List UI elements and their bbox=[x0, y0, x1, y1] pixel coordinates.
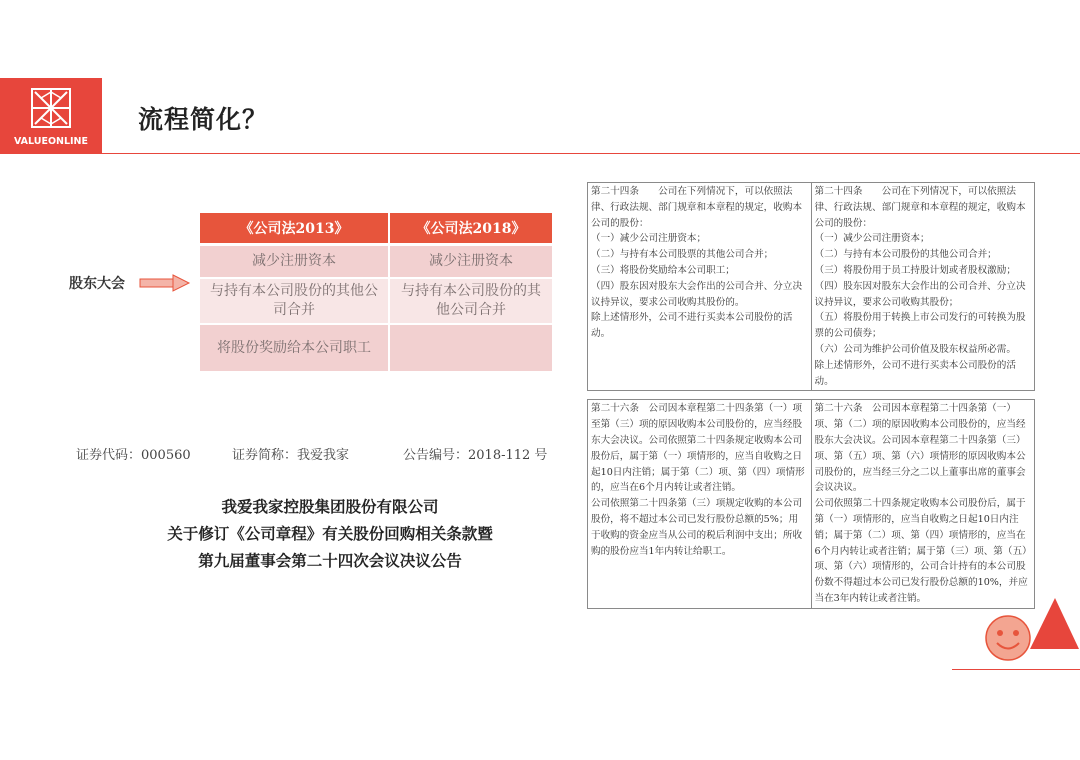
logo-mark-icon bbox=[31, 88, 71, 128]
arrow-right-icon bbox=[139, 274, 191, 292]
article-row bbox=[588, 400, 1035, 608]
article-new bbox=[811, 183, 1035, 391]
notice-number: 公告编号：2018-112 号 bbox=[403, 448, 548, 463]
header-2013: 《公司法2013》 bbox=[200, 213, 388, 246]
cell-2018: 与持有本公司股份的其他公司合并 bbox=[390, 279, 552, 325]
article-para: （二）与持有本公司股份的其他公司合并； bbox=[814, 249, 997, 261]
article-para: （六）公司为维护公司价值及股东权益所必需。 bbox=[814, 343, 1016, 355]
article-para: 第二十四条 公司在下列情况下，可以依照法律、行政法规、部门规章和本章程的规定，收购本公司的股份： bbox=[814, 186, 1026, 229]
header-divider bbox=[102, 153, 1080, 154]
article-row bbox=[588, 183, 1035, 391]
cell-2013: 将股份奖励给本公司职工 bbox=[200, 325, 388, 373]
logo-text: VALUEONLINE bbox=[13, 136, 89, 147]
cell-2018 bbox=[390, 325, 552, 373]
header-2018: 《公司法2018》 bbox=[390, 213, 552, 246]
notice-title-line: 我爱我家控股集团股份有限公司 bbox=[221, 498, 439, 516]
article-old bbox=[588, 183, 812, 391]
articles-table bbox=[587, 182, 1035, 609]
article-para: （一）减少公司注册资本； bbox=[591, 233, 707, 245]
table-row bbox=[200, 246, 552, 279]
notice-title-line: 关于修订《公司章程》有关股份回购相关条款暨 bbox=[167, 525, 493, 543]
footer-divider bbox=[952, 669, 1080, 670]
notice-title-line: 第九届董事会第二十四次会议决议公告 bbox=[198, 552, 462, 570]
table-row bbox=[200, 279, 552, 325]
security-short-name: 证券简称：我爱我家 bbox=[232, 448, 350, 463]
smiley-icon bbox=[984, 614, 1032, 662]
article-para: 公司依照第二十四条第（三）项规定收购的本公司股份，将不超过本公司已发行股份总额的5%；用于收购的资金应当从公司的税后利润中支出；所收购的股份应当1年内转让给职工。 bbox=[591, 498, 803, 557]
article-para: （三）将股份奖励给本公司职工； bbox=[591, 264, 735, 276]
side-label: 股东大会 bbox=[69, 276, 125, 292]
article-para: 第二十六条 公司因本章程第二十四条第（一）项、第（二）项的原因收购本公司股份的，应当经股东大会决议。公司因本章程第二十四条第（三）项、第（五）项、第（六）项情形的原因收购本公司股份的，应当经三分之二以上董事出席的董事会会议决议。 bbox=[814, 403, 1026, 494]
article-para: （四）股东因对股东大会作出的公司合并、分立决议持异议，要求公司收购其股份； bbox=[814, 280, 1026, 308]
logo bbox=[0, 78, 102, 154]
cell-2013: 减少注册资本 bbox=[200, 246, 388, 279]
table-row bbox=[200, 325, 552, 373]
article-para: （二）与持有本公司股票的其他公司合并； bbox=[591, 249, 774, 261]
article-para: （三）将股份用于员工持股计划或者股权激励； bbox=[814, 264, 1016, 276]
article-new bbox=[811, 400, 1035, 608]
article-para: 除上述情形外，公司不进行买卖本公司股份的活动。 bbox=[814, 359, 1016, 387]
article-old bbox=[588, 400, 812, 608]
triangle-icon bbox=[1029, 597, 1080, 651]
article-para: （五）将股份用于转换上市公司发行的可转换为股票的公司债券； bbox=[814, 312, 1026, 340]
comparison-table bbox=[198, 213, 554, 373]
article-para: 第二十四条 公司在下列情况下，可以依照法律、行政法规、部门规章和本章程的规定，收购本公司的股份： bbox=[591, 186, 803, 229]
cell-2018: 减少注册资本 bbox=[390, 246, 552, 279]
cell-2013: 与持有本公司股份的其他公司合并 bbox=[200, 279, 388, 325]
notice-title bbox=[110, 494, 550, 575]
article-para: 公司依照第二十四条规定收购本公司股份后，属于第（一）项情形的，应当自收购之日起10日内注销；属于第（二）项、第（四）项情形的，应当在6个月内转让或者注销；属于第（三）项、第（五）项、第（六）项情形的，公司合计持有的本公司股份数不得超过本公司已发行股份总额的10%，并应当在3年内转让或者注销。 bbox=[814, 498, 1028, 604]
article-para: 除上述情形外，公司不进行买卖本公司股份的活动。 bbox=[591, 312, 793, 340]
page-title: 流程简化？ bbox=[138, 105, 269, 134]
article-para: （四）股东因对股东大会作出的公司合并、分立决议持异议，要求公司收购其股份的。 bbox=[591, 280, 803, 308]
article-para: 第二十六条 公司因本章程第二十四条第（一）项至第（三）项的原因收购本公司股份的，应当经股东大会决议。公司依照第二十四条规定收购本公司股份后，属于第（一）项情形的，应当自收购之日起10日内注销；属于第（二）项、第（四）项情形的，应当在6个月内转让或者注销。 bbox=[591, 403, 805, 494]
article-para: （一）减少公司注册资本； bbox=[814, 233, 930, 245]
security-code: 证券代码：000560 bbox=[76, 448, 191, 463]
